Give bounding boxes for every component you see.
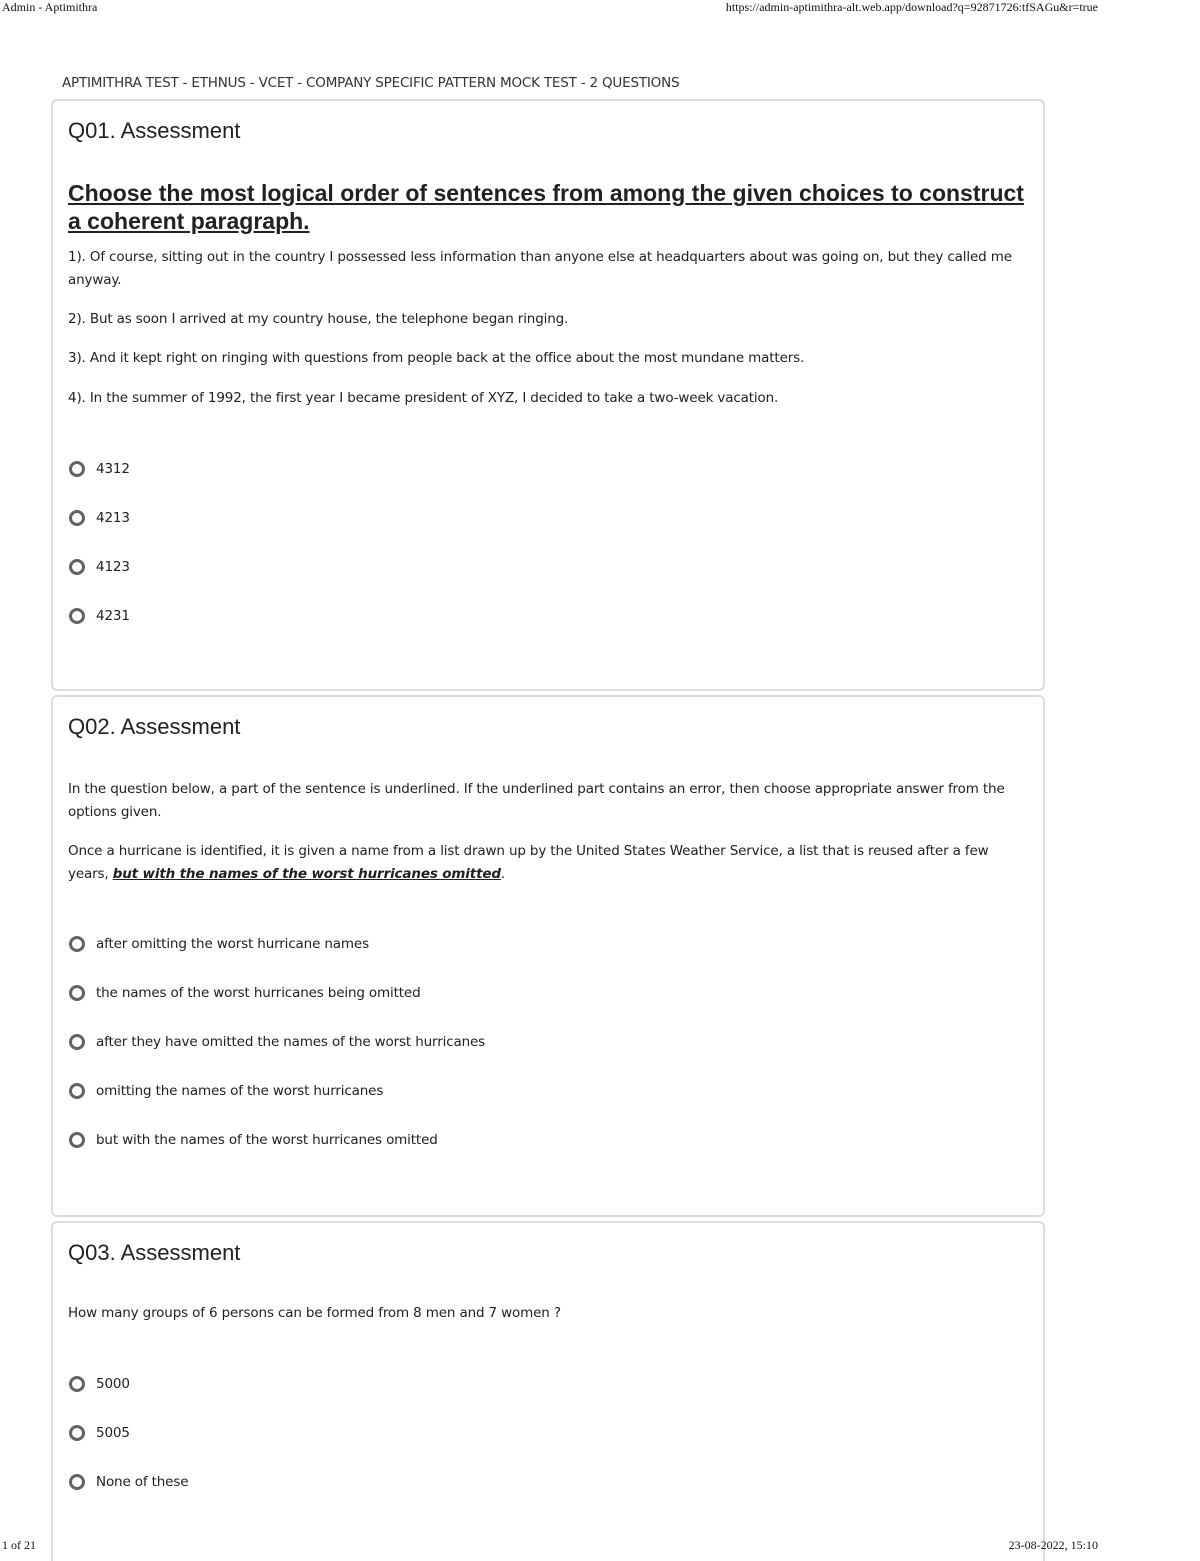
option-radio[interactable] xyxy=(69,1128,438,1152)
radio-circle-icon[interactable] xyxy=(69,1034,85,1050)
option-label: after they have omitted the names of the worst hurricanes xyxy=(96,1034,486,1050)
option-label: 5005 xyxy=(96,1425,130,1441)
question-title: Q02. Assessment xyxy=(68,714,241,739)
option-radio[interactable] xyxy=(69,1421,130,1445)
option-radio[interactable] xyxy=(69,604,130,628)
option-radio[interactable] xyxy=(69,506,130,530)
radio-circle-icon[interactable] xyxy=(69,461,85,477)
question-title: Q01. Assessment xyxy=(68,118,241,143)
sentence-3: 3). And it kept right on ringing with questions from people back at the office about the most mundane matters. xyxy=(68,350,805,366)
radio-circle-icon[interactable] xyxy=(69,608,85,624)
option-radio[interactable] xyxy=(69,981,421,1005)
option-label: omitting the names of the worst hurricanes xyxy=(96,1083,384,1099)
question-instruction: In the question below, a part of the sentence is underlined. If the underlined part contains an error, then choose appropriate answer from the options given. xyxy=(68,781,1005,820)
option-label: 4312 xyxy=(96,461,130,477)
option-label: 4123 xyxy=(96,559,130,575)
question-card-q01 xyxy=(51,99,1045,691)
question-heading: Choose the most logical order of sentences from among the given choices to construct a coherent paragraph. xyxy=(68,180,1024,234)
option-radio[interactable] xyxy=(69,932,369,956)
print-footer-page: 1 of 21 xyxy=(2,1538,36,1552)
sentence-4: 4). In the summer of 1992, the first year I became president of XYZ, I decided to take a two-week vacation. xyxy=(68,390,779,406)
radio-circle-icon[interactable] xyxy=(69,1083,85,1099)
underlined-part: but with the names of the worst hurricanes omitted xyxy=(112,866,501,882)
radio-circle-icon[interactable] xyxy=(69,936,85,952)
print-header-title: Admin - Aptimithra xyxy=(2,0,98,14)
option-radio[interactable] xyxy=(69,457,130,481)
radio-circle-icon[interactable] xyxy=(69,510,85,526)
test-title: APTIMITHRA TEST - ETHNUS - VCET - COMPANY SPECIFIC PATTERN MOCK TEST - 2 QUESTIONS xyxy=(62,75,680,91)
option-label: the names of the worst hurricanes being omitted xyxy=(96,985,421,1001)
sentence-2: 2). But as soon I arrived at my country house, the telephone began ringing. xyxy=(68,311,569,327)
option-label: 4231 xyxy=(96,608,130,624)
radio-circle-icon[interactable] xyxy=(69,1474,85,1490)
radio-circle-icon[interactable] xyxy=(69,1425,85,1441)
option-radio[interactable] xyxy=(69,1372,130,1396)
option-radio[interactable] xyxy=(69,1030,485,1054)
radio-circle-icon[interactable] xyxy=(69,559,85,575)
option-radio[interactable] xyxy=(69,555,130,579)
option-label: None of these xyxy=(96,1474,189,1490)
sentence-text: Once a hurricane is identified, it is given a name from a list drawn up by the United States Weather Service, a list that is reused after a few years, xyxy=(68,843,989,882)
option-label: 4213 xyxy=(96,510,130,526)
question-card-q02 xyxy=(51,695,1045,1217)
sentence-end: . xyxy=(500,866,506,882)
radio-circle-icon[interactable] xyxy=(69,1376,85,1392)
sentence-1: 1). Of course, sitting out in the country I possessed less information than anyone else at headquarters about was going on, but they called me anyway. xyxy=(68,249,1012,288)
option-radio[interactable] xyxy=(69,1079,383,1103)
option-label: after omitting the worst hurricane names xyxy=(96,936,369,952)
question-title: Q03. Assessment xyxy=(68,1240,241,1265)
question-text: How many groups of 6 persons can be formed from 8 men and 7 women ? xyxy=(68,1305,561,1321)
option-label: 5000 xyxy=(96,1376,130,1392)
question-card-q03 xyxy=(51,1221,1045,1561)
option-radio[interactable] xyxy=(69,1470,188,1494)
option-label: but with the names of the worst hurricanes omitted xyxy=(96,1132,438,1148)
radio-circle-icon[interactable] xyxy=(69,1132,85,1148)
print-footer-datetime: 23-08-2022, 15:10 xyxy=(1008,1538,1098,1552)
radio-circle-icon[interactable] xyxy=(69,985,85,1001)
print-header-url: https://admin-aptimithra-alt.web.app/download?q=92871726:tfSAGu&r=true xyxy=(725,0,1098,14)
question-sentence xyxy=(68,840,1028,886)
